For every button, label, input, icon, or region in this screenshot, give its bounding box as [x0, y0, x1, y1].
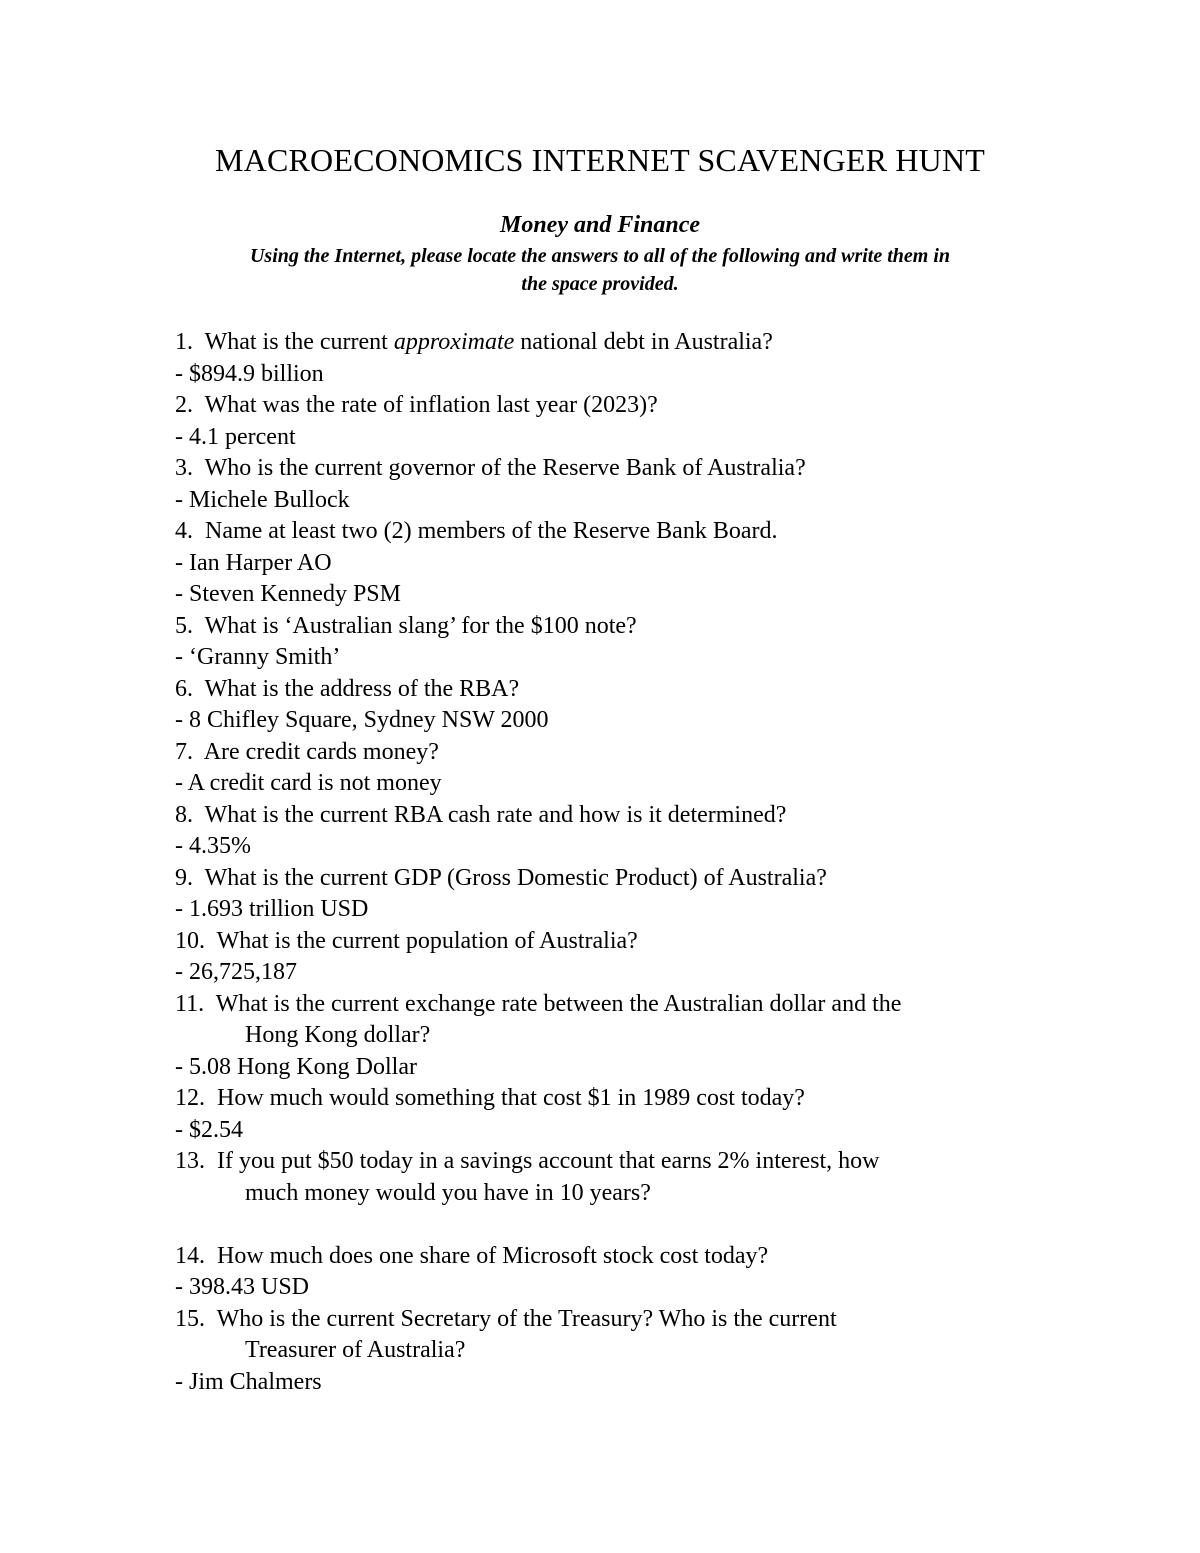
answer-10: - 26,725,187	[175, 959, 297, 985]
question-number: 8.	[175, 801, 193, 828]
question-text: How much would something that cost $1 in 1989 cost today?	[217, 1085, 805, 1111]
question-emphasis: approximate	[393, 329, 515, 355]
question-number: 14.	[175, 1242, 205, 1269]
question-12	[175, 1083, 1035, 1115]
question-text: What is the current RBA cash rate and how is it determined?	[204, 801, 787, 828]
question-number: 11.	[175, 990, 205, 1017]
question-text: What is the current	[204, 329, 394, 355]
blank-answer-space	[175, 1209, 1035, 1241]
question-text: Are credit cards money?	[203, 738, 439, 765]
question-3	[175, 453, 1035, 485]
question-text: What is the current GDP (Gross Domestic Product) of Australia?	[204, 864, 827, 891]
question-text: What is the current population of Australia?	[216, 927, 638, 954]
instructions	[175, 242, 1025, 298]
question-number: 3.	[175, 455, 193, 481]
question-7	[175, 737, 1035, 769]
question-number: 7.	[175, 738, 193, 765]
question-number: 15.	[175, 1305, 205, 1332]
question-9	[175, 863, 1035, 895]
question-number: 2.	[175, 392, 193, 418]
question-2	[175, 390, 1035, 422]
question-number: 13.	[175, 1148, 205, 1174]
question-11-continued: Hong Kong dollar?	[245, 1022, 431, 1048]
question-11	[175, 989, 1035, 1021]
answer-14: - 398.43 USD	[175, 1274, 310, 1300]
question-text: What was the rate of inflation last year (2023)?	[204, 392, 658, 418]
answer-2: - 4.1 percent	[175, 423, 296, 450]
question-5	[175, 611, 1035, 643]
instructions-line-2: the space provided.	[521, 273, 679, 295]
question-1	[175, 327, 1035, 359]
question-text: What is the current exchange rate between the Australian dollar and the	[215, 990, 902, 1017]
question-text: How much does one share of Microsoft stock cost today?	[217, 1242, 769, 1269]
answer-11: - 5.08 Hong Kong Dollar	[175, 1053, 417, 1080]
question-10	[175, 926, 1035, 958]
question-text: Who is the current governor of the Reserve Bank of Australia?	[204, 455, 806, 481]
question-number: 5.	[175, 612, 193, 639]
question-text: What is the address of the RBA?	[204, 675, 520, 702]
question-6	[175, 674, 1035, 706]
question-4	[175, 516, 1035, 548]
answer-5: - ‘Granny Smith’	[175, 644, 341, 670]
answer-6: - 8 Chifley Square, Sydney NSW 2000	[175, 707, 549, 733]
answer-8: - 4.35%	[175, 833, 251, 859]
question-number: 10.	[175, 927, 205, 954]
question-list	[175, 327, 1035, 1398]
question-text: national debt in Australia?	[514, 329, 773, 355]
answer-12: - $2.54	[175, 1116, 243, 1143]
answer-9: - 1.693 trillion USD	[175, 896, 369, 922]
answer-15: - Jim Chalmers	[175, 1368, 322, 1395]
question-text: What is ‘Australian slang’ for the $100 note?	[204, 612, 637, 639]
question-number: 1.	[175, 329, 193, 355]
question-number: 6.	[175, 675, 193, 702]
document-title: MACROECONOMICS INTERNET SCAVENGER HUNT	[214, 142, 986, 178]
question-number: 4.	[175, 518, 193, 544]
question-number: 12.	[175, 1085, 205, 1111]
answer-1: - $894.9 billion	[175, 360, 324, 387]
question-15	[175, 1304, 1035, 1336]
question-13	[175, 1146, 1035, 1178]
answer-7: - A credit card is not money	[175, 770, 442, 796]
question-number: 9.	[175, 864, 193, 891]
answer-4a: - Ian Harper AO	[175, 549, 332, 576]
answer-3: - Michele Bullock	[175, 486, 350, 513]
question-15-continued: Treasurer of Australia?	[245, 1337, 466, 1363]
document-subtitle: Money and Finance	[499, 212, 700, 238]
question-text: Name at least two (2) members of the Reserve Bank Board.	[205, 518, 778, 544]
instructions-line-1: Using the Internet, please locate the answers to all of the following and write them in	[249, 245, 951, 267]
question-8	[175, 800, 1035, 832]
question-text: If you put $50 today in a savings account that earns 2% interest, how	[217, 1148, 880, 1174]
question-text: Who is the current Secretary of the Treasury? Who is the current	[216, 1305, 837, 1332]
question-14	[175, 1241, 1035, 1273]
question-13-continued: much money would you have in 10 years?	[245, 1179, 651, 1206]
answer-4b: - Steven Kennedy PSM	[175, 581, 401, 607]
